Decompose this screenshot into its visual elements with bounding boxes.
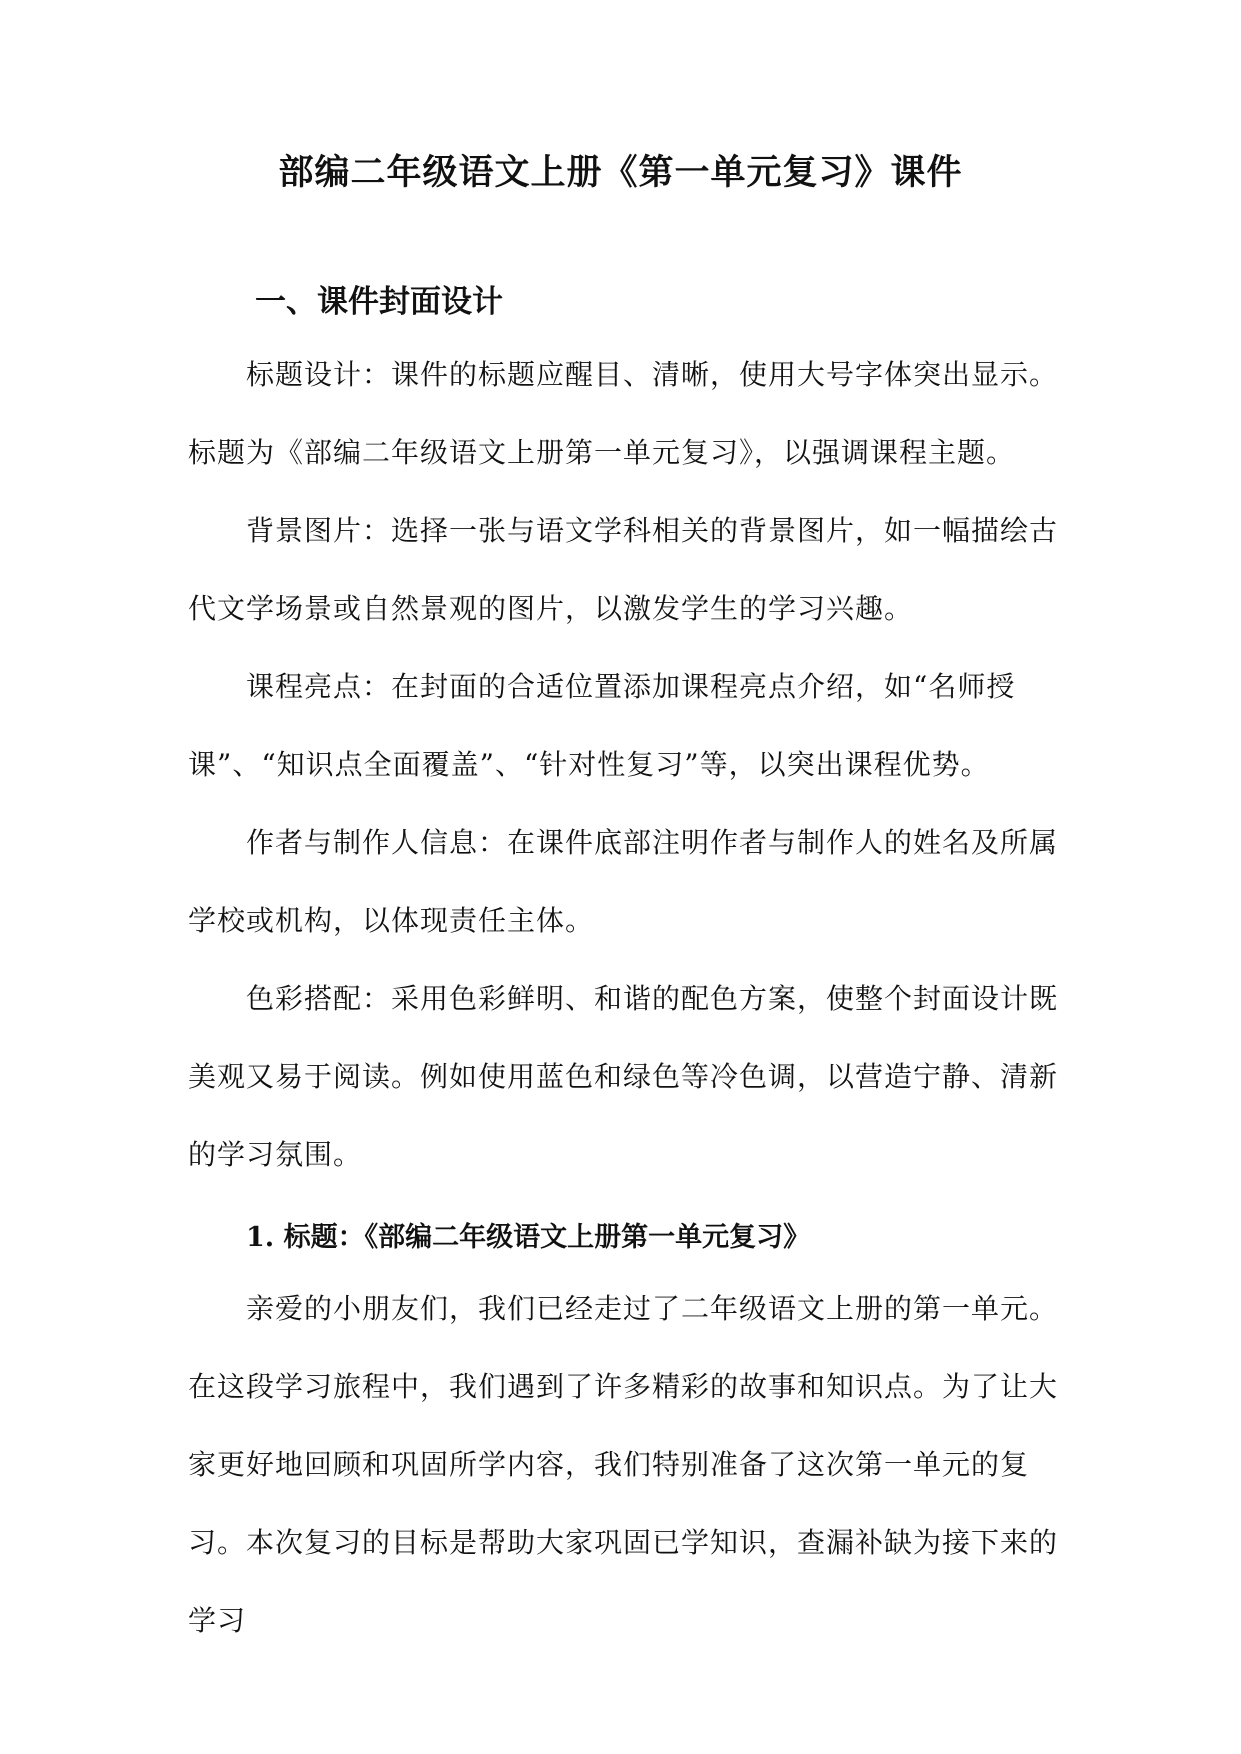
paragraph-color-scheme: 色彩搭配：采用色彩鲜明、和谐的配色方案，使整个封面设计既美观又易于阅读。例如使用蓝色和绿色等冷色调，以营造宁静、清新的学习氛围。 bbox=[188, 982, 1059, 1171]
document-title: 部编二年级语文上册《第一单元复习》课件 bbox=[278, 152, 963, 193]
paragraph-author-info: 作者与制作人信息：在课件底部注明作者与制作人的姓名及所属学校或机构，以体现责任主体。 bbox=[188, 826, 1059, 937]
section-heading-cover-design: 一、课件封面设计 bbox=[255, 284, 503, 320]
paragraph-introduction: 亲爱的小朋友们，我们已经走过了二年级语文上册的第一单元。在这段学习旅程中，我们遇到了许多精彩的故事和知识点。为了让大家更好地回顾和巩固所学内容，我们特别准备了这次第一单元的复习。本次复习的目标是帮助大家巩固已学知识，查漏补缺为接下来的学习 bbox=[188, 1292, 1059, 1637]
numbered-heading-title: 1. 标题：《部编二年级语文上册第一单元复习》 bbox=[246, 1222, 811, 1253]
paragraph-background-image: 背景图片：选择一张与语文学科相关的背景图片，如一幅描绘古代文学场景或自然景观的图片，以激发学生的学习兴趣。 bbox=[188, 514, 1059, 625]
paragraph-course-highlights: 课程亮点：在封面的合适位置添加课程亮点介绍，如“名师授课”、“知识点全面覆盖”、“针对性复习”等，以突出课程优势。 bbox=[188, 670, 1016, 781]
paragraph-title-design: 标题设计：课件的标题应醒目、清晰，使用大号字体突出显示。标题为《部编二年级语文上册第一单元复习》，以强调课程主题。 bbox=[188, 358, 1059, 469]
